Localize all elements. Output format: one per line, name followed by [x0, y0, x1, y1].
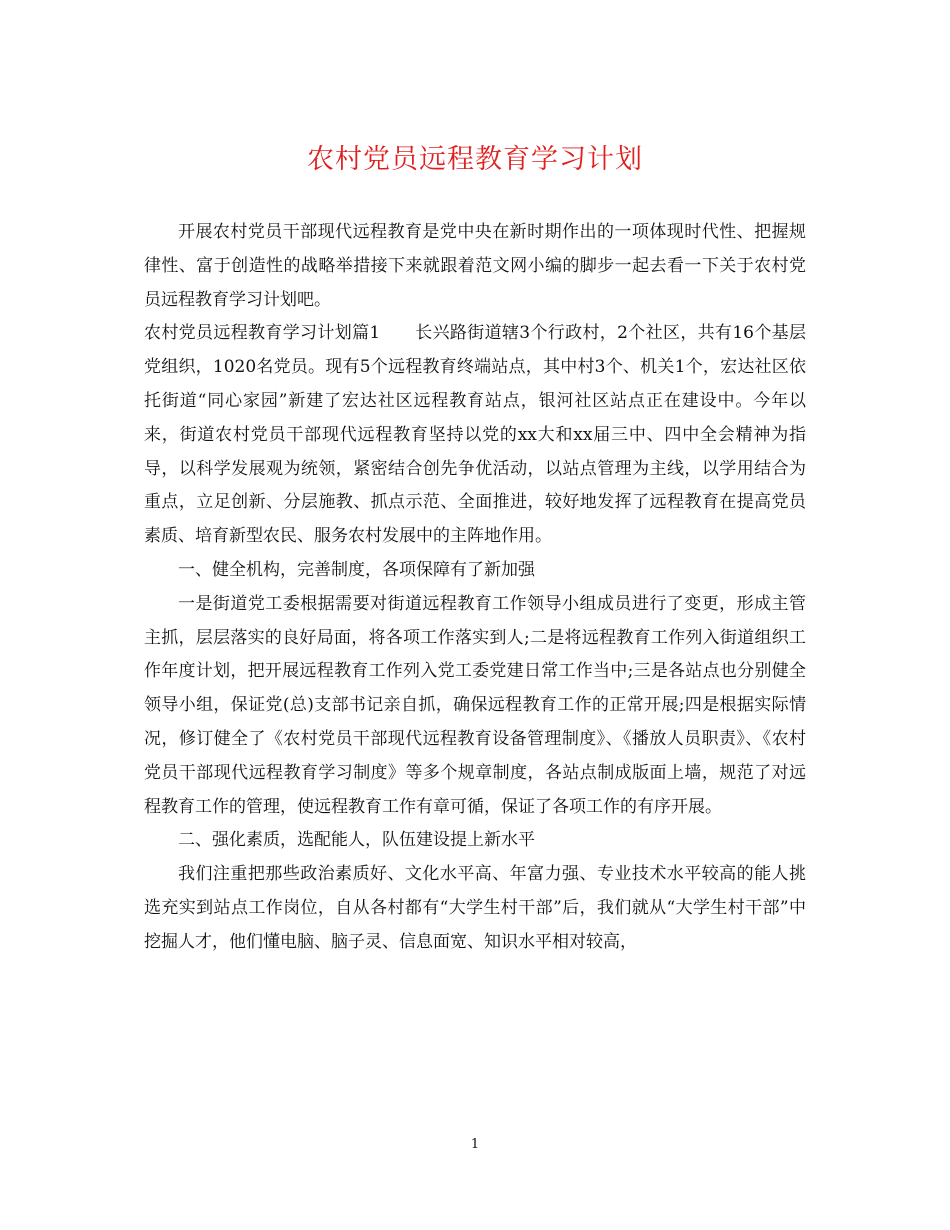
section-heading-1: 一、健全机构，完善制度，各项保障有了新加强 [178, 559, 535, 580]
paragraph-section-1: 一是街道党工委根据需要对街道远程教育工作领导小组成员进行了变更，形成主管主抓，层层落实的良好局面，将各项工作落实到人;二是将远程教育工作列入街道组织工作年度计划，把开展远程教育工作列入党工委党建日常工作当中;三是各站点也分别健全领导小组，保证党(总)支部书记亲自抓，确保远程教育工作的正常开展;四是根据实际情况，修订健全了《农村党员干部现代远程教育设备管理制度》、《播放人员职责》、《农村党员干部现代远程教育学习制度》等多个规章制度，各站点制成版面上墙，规范了对远程教育工作的管理，使远程教育工作有章可循，保证了各项工作的有序开展。 [144, 593, 806, 817]
paragraph-section-2: 我们注重把那些政治素质好、文化水平高、年富力强、专业技术水平较高的能人挑选充实到站点工作岗位，自从各村都有“大学生村干部”后，我们就从“大学生村干部”中挖掘人才，他们懂电脑、脑子灵、信息面宽、知识水平相对较高， [144, 864, 806, 952]
paragraph-overview: 农村党员远程教育学习计划篇1 长兴路街道辖3个行政村，2个社区，共有16个基层党组织，1020名党员。现有5个远程教育终端站点，其中村3个、机关1个，宏达社区依托街道“同心家园”新建了宏达社区远程教育站点，银河社区站点正在建设中。今年以来，街道农村党员干部现代远程教育坚持以党的xx大和xx届三中、四中全会精神为指导，以科学发展观为统领，紧密结合创先争优活动，以站点管理为主线，以学用结合为重点，立足创新、分层施教、抓点示范、全面推进，较好地发挥了远程教育在提高党员素质、培育新型农民、服务农村发展中的主阵地作用。 [144, 323, 806, 547]
section-heading-2: 二、强化素质，选配能人，队伍建设提上新水平 [178, 830, 535, 851]
paragraph-intro: 开展农村党员干部现代远程教育是党中央在新时期作出的一项体现时代性、把握规律性、富于创造性的战略举措接下来就跟着范文网小编的脚步一起去看一下关于农村党员远程教育学习计划吧。 [144, 222, 806, 310]
document-body [144, 216, 806, 960]
page-number: 1 [470, 1137, 480, 1152]
document-title: 农村党员远程教育学习计划 [307, 144, 643, 175]
